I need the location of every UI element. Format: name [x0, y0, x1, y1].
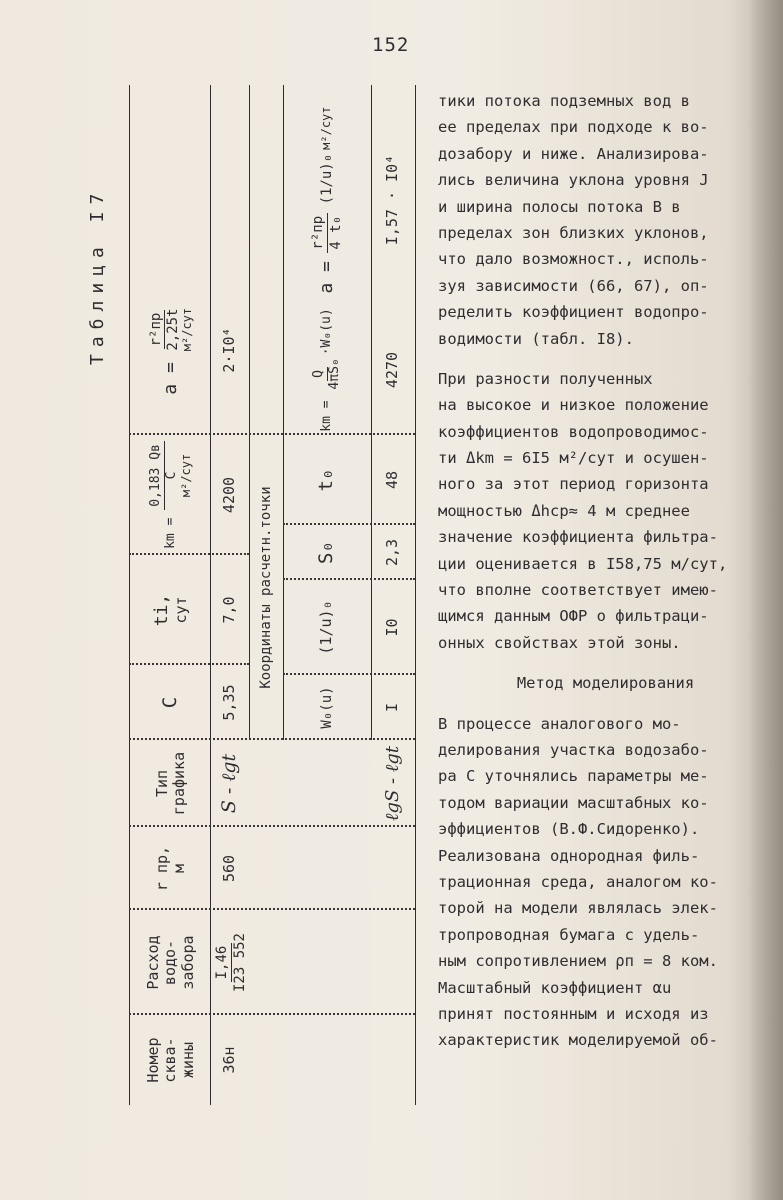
header-graph-type: Тип графика [152, 751, 188, 816]
page-edge-shadow [748, 0, 783, 1200]
sub-t0: t₀ [315, 468, 338, 492]
header-radius: r пр, м [152, 845, 188, 892]
text-line: коэффициентов водопроводимос- [438, 422, 709, 441]
text-line: эффициентов (В.Ф.Сидоренко). [438, 820, 700, 839]
table-rule-top [129, 85, 130, 1105]
row1-graph: S - ℓgt [218, 753, 241, 814]
text-line: лись величина уклона уровня J [438, 171, 709, 190]
sub-s0: S₀ [315, 541, 338, 564]
text-line: В процессе аналогового мо- [438, 714, 681, 733]
text-line: ее пределах при подходе к во- [438, 118, 709, 137]
row1-discharge: I,46 I23 552 [214, 933, 248, 993]
text-line: Реализована однородная филь- [438, 846, 700, 865]
table-rule-coords [283, 85, 284, 740]
row2-km: 4270 [383, 351, 402, 389]
text-line: ции оценивается в I58,75 м/сут, [438, 554, 728, 573]
text-line: ти Δkm = 6I5 м²/сут и осушен- [438, 449, 709, 468]
row2-graph: ℓgS - ℓgt [381, 745, 403, 822]
row1-c: 5,35 [220, 684, 239, 721]
row1-km: 4200 [220, 476, 239, 514]
row1-well: 36н [220, 1046, 239, 1074]
text-line: тропроводная бумага с удель- [438, 925, 700, 944]
text-line: ного за этот период горизонта [438, 475, 709, 494]
row2-a: I,57 · I0⁴ [383, 154, 402, 246]
section-heading: Метод моделирования [516, 674, 695, 693]
text-line: на высокое и низкое положение [438, 396, 709, 415]
header-ti: ti, сут [151, 593, 190, 627]
header-discharge: Расход водо- забора [144, 935, 197, 990]
text-line: Масштабный коэффициент αu [438, 978, 672, 997]
paragraph-2 [438, 366, 773, 656]
text-line: ным сопротивлением ρп = 8 ком. [438, 952, 718, 971]
row2-t0: 48 [383, 470, 402, 490]
row1-a: 2·I0⁴ [220, 327, 239, 373]
coords-label: Координаты расчетн.точки [258, 486, 275, 689]
sub-a: a = r²пр 4 t₀ (1/u)₀ м²/сут [310, 106, 344, 294]
text-line: онных свойствах этой зоны. [438, 633, 681, 652]
text-line: торой на модели являлась элек- [438, 899, 718, 918]
text-line: тики потока подземных вод в [438, 92, 690, 110]
sub-km: km = Q 4πS₀ ·W₀(u) [310, 308, 342, 432]
text-line: ределить коэффициент водопро- [438, 303, 709, 322]
row2-w: I [383, 702, 402, 713]
row1-ti: 7,0 [220, 596, 239, 624]
table-container [85, 85, 425, 1105]
text-line: значение коэффициента фильтра- [438, 528, 718, 547]
sub-inv-u: (1/u)₀ [317, 600, 336, 655]
paragraph-3 [438, 711, 773, 1054]
body-text-column [438, 88, 773, 1054]
text-line: зуя зависимости (66, 67), оп- [438, 276, 709, 295]
text-line: тодом вариации масштабных ко- [438, 793, 709, 812]
row2-inv-u: I0 [383, 618, 402, 637]
text-line: дозабору и ниже. Анализирова- [438, 144, 709, 163]
text-line: щимся данным ОФР о фильтраци- [438, 607, 709, 626]
table-caption: Таблица I7 [87, 186, 108, 365]
table-rule-subheader [371, 85, 372, 740]
header-c: C [159, 696, 182, 709]
text-line: водимости (табл. I8). [438, 329, 634, 348]
paragraph-1 [438, 88, 773, 352]
text-line: и ширина полосы потока В в [438, 197, 681, 216]
text-line: характеристик моделируемой об- [438, 1031, 718, 1050]
header-a: a = r²пр 2,25t м²/сут [147, 307, 194, 395]
text-line: пределах зон близких уклонов, [438, 223, 709, 242]
text-line: При разности полученных [438, 369, 653, 388]
sub-w: W₀(u) [318, 686, 335, 729]
text-line: принят постоянным и исходя из [438, 1004, 709, 1023]
table-17 [85, 85, 425, 1105]
text-line: трационная среда, аналогом ко- [438, 872, 718, 891]
row2-s0: 2,3 [383, 538, 402, 567]
text-line: что дало возможност., исполь- [438, 250, 709, 269]
text-line: делирования участка водозабо- [438, 740, 709, 759]
text-line: мощностью Δhср≈ 4 м среднее [438, 501, 690, 520]
table-rule-bottom [415, 85, 416, 1105]
text-line: что вполне соответствует имею- [438, 581, 718, 600]
header-km: km = 0,183 Qв C м²/сут [135, 435, 207, 555]
row1-radius: 560 [220, 854, 239, 883]
header-well-number: Номер сква- жины [144, 1037, 197, 1083]
page-number: 152 [372, 34, 410, 56]
text-line: ра С уточнялись параметры ме- [438, 767, 709, 786]
